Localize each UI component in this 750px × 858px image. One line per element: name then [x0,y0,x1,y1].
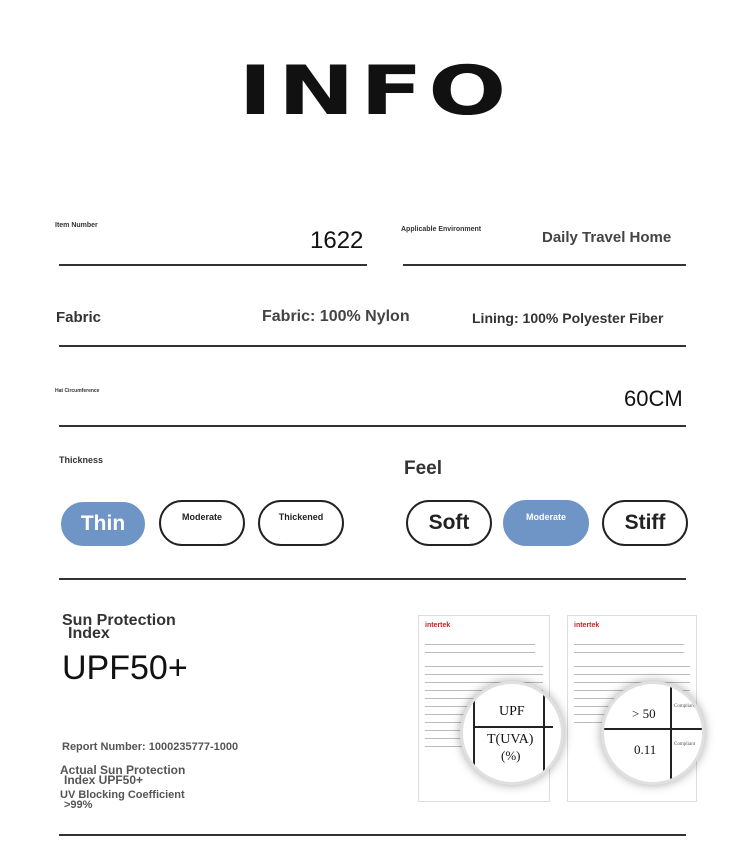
feel-option-soft[interactable]: Soft [406,500,492,546]
thickness-label: Thickness [59,455,104,465]
magnifier-right [601,681,705,785]
hat-circumference-label: Hat Circumference [55,388,100,394]
feel-option-moderate[interactable]: Moderate [503,500,589,546]
fabric-value: Fabric: 100% Nylon [262,308,410,325]
report-number: Report Number: 1000235777-1000 [62,741,239,753]
intertek-logo: intertek [425,622,451,629]
upf-value: UPF50+ [62,649,188,687]
item-number-label: Item Number [55,222,98,229]
lining-value: Lining: 100% Polyester Fiber [472,310,664,326]
environment-label: Applicable Environment [401,226,482,233]
sun-protection-label-line1: Sun Protection [62,612,176,629]
tuva-header: T(UVA) [487,732,534,747]
divider [59,264,367,266]
upf-result: > 50 [632,706,656,721]
feel-label: Feel [404,458,443,479]
uv-blocking [60,790,185,810]
hat-circumference-value: 60CM [624,386,683,411]
magnifier-left [460,681,564,785]
actual-sun-protection-line1: Actual Sun Protection [60,763,186,777]
fabric-label: Fabric [56,309,102,326]
divider [59,425,686,427]
thickness-option-thickened[interactable]: Thickened [258,500,344,546]
thickness-option-moderate[interactable]: Moderate [159,500,245,546]
divider [403,264,686,266]
compliance-status-1: Compliant [674,704,696,709]
divider [59,578,686,580]
uv-blocking-line2: >99% [64,799,93,811]
environment-value: Daily Travel Home [542,229,672,246]
sun-protection-label-line2: Index [68,625,110,642]
feel-option-stiff[interactable]: Stiff [602,500,688,546]
sun-protection-label [62,614,176,640]
page-title: INFO [238,52,512,131]
actual-sun-protection [60,765,185,785]
actual-sun-protection-line2: Index UPF50+ [64,773,144,787]
tuva-unit: (%) [501,748,521,763]
upf-header: UPF [499,704,525,719]
uv-blocking-line1: UV Blocking Coefficient [60,789,185,801]
item-number-value: 1622 [310,227,364,254]
intertek-logo: intertek [574,622,600,629]
tuva-result: 0.11 [634,742,657,757]
compliance-status-2: Compliant [674,742,696,747]
divider [59,834,686,836]
thickness-option-thin[interactable]: Thin [61,502,145,546]
divider [59,345,686,347]
